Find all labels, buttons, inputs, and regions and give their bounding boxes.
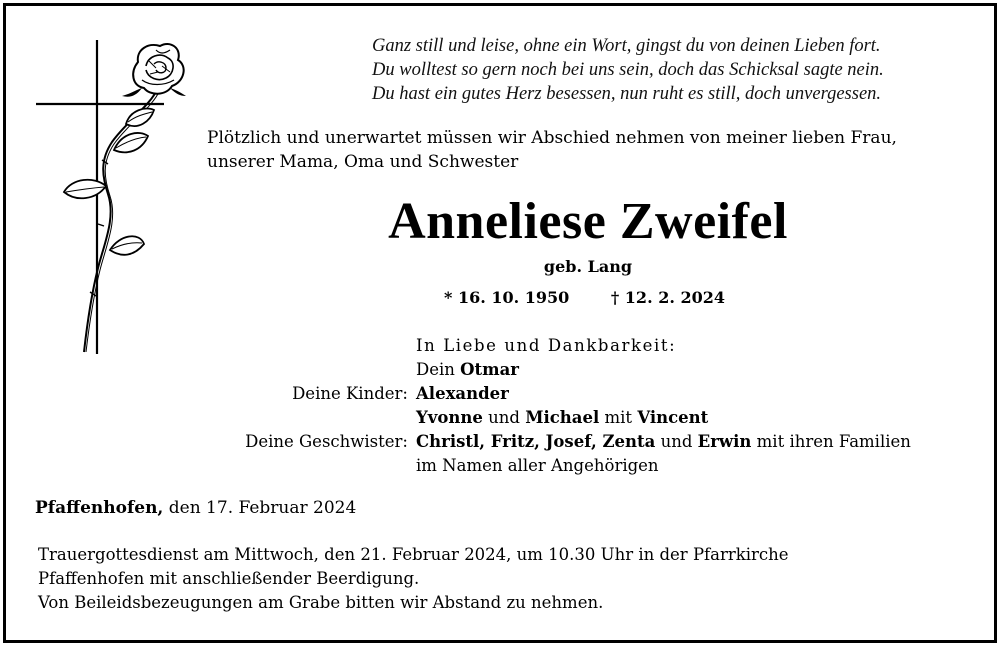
poem-line: Du wolltest so gern noch bei uns sein, doch das Schicksal sagte nein. <box>372 60 884 80</box>
deceased-name: Anneliese Zweifel <box>388 193 788 250</box>
place-date <box>35 496 356 520</box>
siblings-entry <box>416 430 911 454</box>
mourners-heading-row <box>0 334 1000 358</box>
sibling-names: Christl, Fritz, Josef, Zenta <box>416 432 656 451</box>
birth-date: * 16. 10. 1950 <box>444 288 570 307</box>
children-row-2 <box>0 406 1000 430</box>
spouse-prefix: Dein <box>416 360 455 379</box>
children-row <box>0 382 1000 406</box>
spouse-row <box>0 358 1000 382</box>
conjunction: und <box>660 432 693 451</box>
spouse-name: Otmar <box>460 360 519 379</box>
poem-line: Du hast ein gutes Herz besessen, nun ruht es still, doch unvergessen. <box>372 84 882 104</box>
mourners-list <box>0 334 1000 478</box>
child-name: Yvonne <box>416 408 483 427</box>
life-dates <box>444 286 725 310</box>
notice-date: den 17. Februar 2024 <box>168 498 357 518</box>
child-name: Alexander <box>416 384 509 403</box>
children-entry <box>416 382 509 406</box>
children-entry-2 <box>416 406 708 430</box>
conjunction: mit <box>604 408 633 427</box>
siblings-label: Deine Geschwister: <box>245 432 408 451</box>
spouse-entry <box>416 358 519 382</box>
intro-text <box>207 126 977 174</box>
siblings-suffix: mit ihren Familien <box>756 432 911 451</box>
notice-line: Trauergottesdienst am Mittwoch, den 21. Februar 2024, um 10.30 Uhr in der Pfarrkirche <box>38 545 789 564</box>
children-label: Deine Kinder: <box>292 384 408 403</box>
grandchild-name: Vincent <box>637 408 709 427</box>
mourners-heading: In Liebe und Dankbarkeit: <box>416 336 677 355</box>
child-name: Michael <box>525 408 600 427</box>
poem <box>372 34 972 106</box>
siblings-row <box>0 430 1000 454</box>
relatives-row <box>0 454 1000 478</box>
sibling-name: Erwin <box>697 432 752 451</box>
death-date: † 12. 2. 2024 <box>610 288 726 307</box>
maiden-name: geb. Lang <box>543 257 633 276</box>
place-name: Pfaffenhofen, <box>35 498 164 518</box>
intro-line: unserer Mama, Oma und Schwester <box>207 152 519 172</box>
notice-line: Von Beileidsbezeugungen am Grabe bitten wir Abstand zu nehmen. <box>38 593 604 612</box>
intro-line: Plötzlich und unerwartet müssen wir Abschied nehmen von meiner lieben Frau, <box>207 128 897 148</box>
conjunction: und <box>488 408 520 427</box>
notice-line: Pfaffenhofen mit anschließender Beerdigung. <box>38 569 420 588</box>
relatives-entry: im Namen aller Angehörigen <box>416 456 659 475</box>
poem-line: Ganz still und leise, ohne ein Wort, gingst du von deinen Lieben fort. <box>372 36 881 56</box>
funeral-notice <box>38 543 978 615</box>
